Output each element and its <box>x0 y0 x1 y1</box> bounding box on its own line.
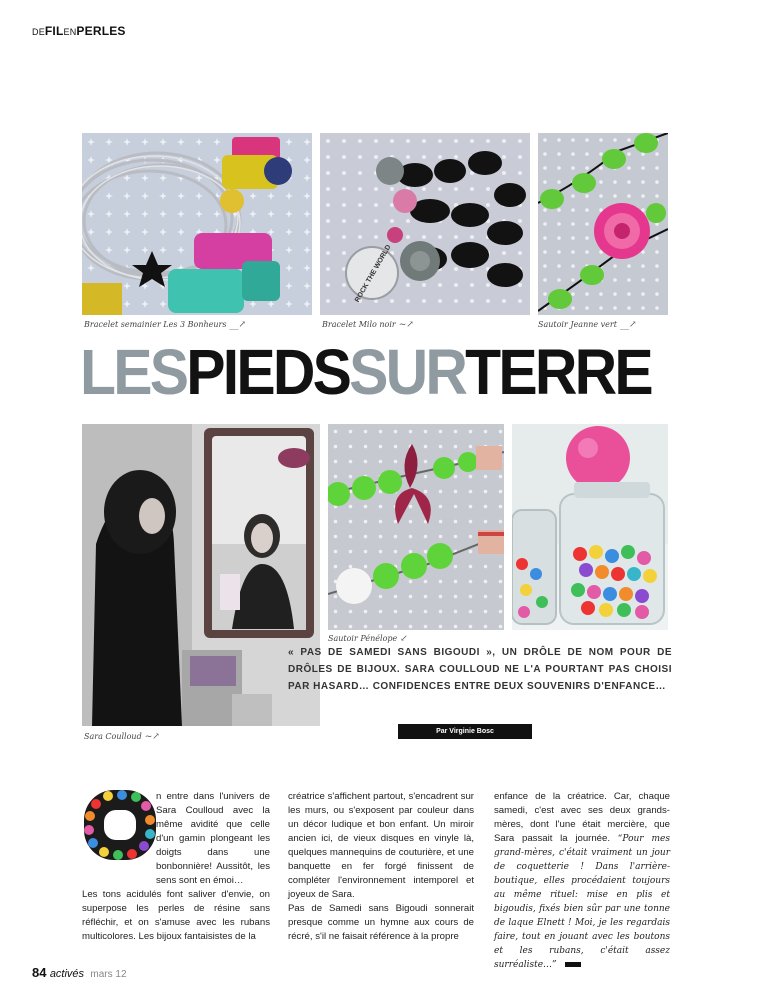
headline-sur: SUR <box>349 336 466 408</box>
paragraph: Les tons acidulés font saliver d'envie, on superpose les perles de résine sans réfléchir, et on s'amuse avec les rubans multicolores. Les bijoux fantaisistes de la <box>82 889 270 942</box>
paragraph: Pas de Samedi sans Bigoudi sonnerait presque comme un hymne aux cours de récré, s'il ne faisait référence à la propre <box>288 903 474 942</box>
headline <box>80 336 651 408</box>
article-column-3 <box>494 790 670 972</box>
photo-sara-coulloud <box>82 424 320 726</box>
headline-terre: TERRE <box>465 336 651 408</box>
caption-sara-coulloud: Sara Coulloud ~↗ <box>84 732 160 742</box>
paragraph: créatrice s'affichent partout, s'encadrent sur les murs, ou s'exposent par couleur dans un décor ludique et bon enfant. Un miroir ancien ici, de vieux disques en vinyle là, quelques mannequins de couturière, et une banquette en fer forgé finissent de compléter l'environnement intemporel et joyeux de Sara. <box>288 791 474 900</box>
arrow-icon: __↗ <box>619 320 637 330</box>
arrow-icon: ~↗ <box>144 732 160 742</box>
section-rubric <box>32 24 126 38</box>
photo-sautoir-jeanne <box>538 133 668 315</box>
arrow-icon: ~↗ <box>398 320 414 330</box>
paragraph: enfance de la créatrice. Car, chaque samedi, c'est avec ses deux grands-mères, dont l'une était mercière, que Sara passait la journée. “Pour mes grand-mères, c'était vraiment un jour de coquetterie ! Dans l'arrière-boutique, elles procédaient toujours au même rituel: mise en plis et bigoudis, fixés bien sûr par une tonne de laque Elnett ! Moi, je les regardais faire, tout en jouant avec les boutons et les rubans, c'était assez surréaliste…” <box>494 791 671 970</box>
photo-sautoir-penelope <box>328 424 504 630</box>
rubric-en: EN <box>63 27 77 37</box>
photo-bracelet-milo <box>320 133 530 315</box>
headline-les: LES <box>80 336 187 408</box>
caption-bracelet-semainier: Bracelet semainier Les 3 Bonheurs __↗ <box>84 320 246 330</box>
caption-sautoir-penelope: Sautoir Pénélope ↙ <box>328 634 408 644</box>
medallion-text: ROCK THE WORLD <box>354 243 393 304</box>
arrow-icon: __↗ <box>229 320 246 330</box>
rubric-fil: FIL <box>44 24 64 38</box>
paragraph-intro: n entre dans l'univers de Sara Coulloud avec la même avidité que celle d'un gamin plongeant les doigts dans une bonbonnière! Aussitôt, les sens sont en émoi… <box>156 791 270 886</box>
arrow-icon: ↙ <box>400 634 408 644</box>
caption-sautoir-jeanne: Sautoir Jeanne vert __↗ <box>538 320 637 330</box>
headline-pieds: PIEDS <box>186 336 350 408</box>
end-mark-icon <box>565 962 581 967</box>
article-column-2 <box>288 790 474 944</box>
caption-bracelet-milo: Bracelet Milo noir ~↗ <box>322 320 414 330</box>
quote: “Pour mes grand-mères, c'était vraiment un jour de coquetterie ! Dans l'arrière-boutique, elles procédaient toujours au même rituel: mise en plis et bigoudis, fixés bien sûr par une tonne de laque Elnett ! Moi, je les regardais faire, tout en jouant avec les boutons et les rubans, c'était assez surréaliste…” <box>494 834 671 970</box>
rubric-de: DE <box>32 27 45 37</box>
magazine-name: activés <box>49 968 85 980</box>
byline: Par Virginie Bosc <box>398 724 532 739</box>
page-number: 84 <box>32 965 47 980</box>
page-folio <box>32 965 127 980</box>
rubric-perles: PERLES <box>76 24 126 38</box>
standfirst: « PAS DE SAMEDI SANS BIGOUDI », UN DRÔLE DE NOM POUR DE DRÔLES DE BIJOUX. SARA COULLOUD NE L'A POURTANT PAS CHOISI PAR HASARD… CONFIDENCES ENTRE DEUX SOUVENIRS D'ENFANCE… <box>288 647 672 692</box>
article-column-1 <box>82 790 270 944</box>
photo-candy-jars <box>512 424 668 630</box>
issue-date: mars 12 <box>90 969 127 980</box>
photo-bracelet-semainier <box>82 133 312 315</box>
